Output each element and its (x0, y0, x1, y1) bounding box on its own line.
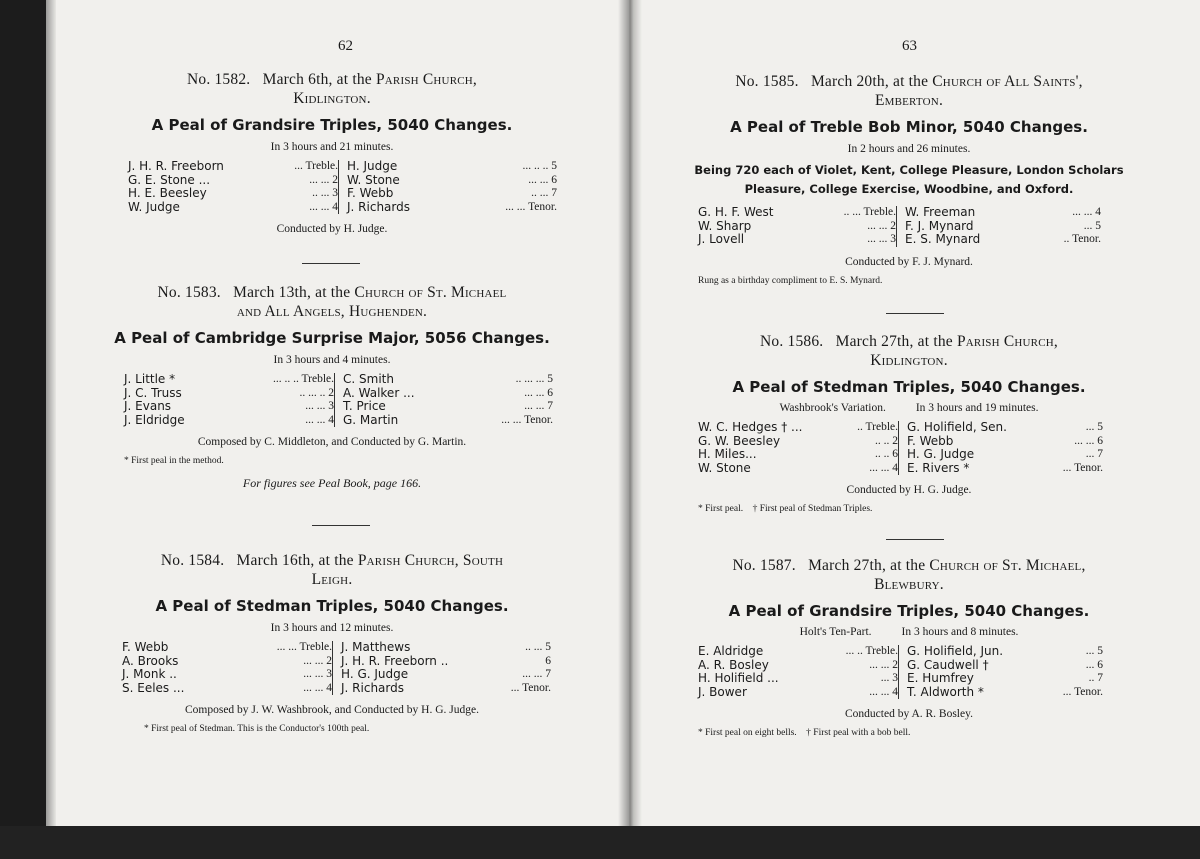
footnote: Rung as a birthday compliment to E. S. Mynard. (698, 275, 883, 286)
entry-number: No. 1582. (186, 71, 251, 88)
peal-variation: Holt's Ten-Part. In 3 hours and 8 minutes. (799, 626, 1019, 638)
peal-entry-1584 (46, 551, 624, 734)
entry-heading (46, 551, 624, 589)
ringer-row: J. Monk .. ... ... 3 (122, 667, 332, 682)
ringer-row: J. Matthews .. ... 5 (341, 640, 551, 654)
ringer-row: J. Evans ... ... 3 (124, 399, 334, 414)
entry-heading (46, 283, 624, 321)
ringer-row: G. Holifield, Jun. ... 5 (907, 644, 1103, 658)
peal-entry-1585 (630, 72, 1194, 286)
ringer-row: J. Richards ... ... Tenor. (347, 199, 557, 214)
entry-church: Church of St. Michael, (929, 557, 1086, 574)
peal-duration: In 3 hours and 21 minutes. (270, 141, 394, 153)
ringer-row: H. G. Judge ... ... 7 (341, 667, 551, 682)
ringer-row: F. Webb .. ... 7 (347, 186, 557, 201)
ringer-row: G. H. F. West .. ... Treble. (698, 205, 896, 219)
ringer-row: W. Stone ... ... 6 (347, 172, 557, 187)
peal-variation: Washbrook's Variation. In 3 hours and 19 minutes. (779, 402, 1039, 414)
peal-entry-1586 (630, 332, 1194, 514)
ringers-table (698, 645, 1194, 699)
ringer-row: F. J. Mynard ... 5 (905, 218, 1101, 233)
entry-church: Church of All Saints', (932, 73, 1083, 90)
peal-entry-1583 (46, 283, 624, 491)
ringer-row: E. Rivers * ... Tenor. (907, 460, 1103, 475)
ringer-row: J. Eldridge ... ... 4 (124, 412, 334, 427)
entry-heading (46, 70, 624, 108)
entry-heading (630, 556, 1194, 594)
ringer-row: J. Richards ... Tenor. (341, 680, 551, 695)
entry-number: No. 1584. (160, 552, 225, 569)
conducted-by: Conducted by H. G. Judge. (846, 484, 972, 497)
entry-place: Kidlington. (293, 90, 371, 107)
conducted-by: Composed by J. W. Washbrook, and Conducted by H. G. Judge. (184, 704, 479, 717)
ringers-left-column (698, 206, 896, 247)
entry-heading (630, 332, 1194, 370)
ringer-row: H. Holifield ... ... 3 (698, 671, 898, 686)
ringer-row: W. C. Hedges † ... .. Treble. (698, 420, 898, 434)
conducted-by: Conducted by F. J. Mynard. (845, 255, 973, 268)
ringer-row: W. Sharp ... ... 2 (698, 218, 896, 233)
entry-date: March 16th, at the (236, 552, 354, 569)
footnote: * First peal. † First peal of Stedman Triples. (698, 504, 873, 515)
methods-note: Being 720 each of Violet, Kent, College Pleasure, London Scholars Pleasure, College Exercise, Woodbine, and Oxford. (694, 163, 1124, 196)
peal-title: A Peal of Grandsire Triples, 5040 Changes. (728, 602, 1090, 620)
ringer-row: W. Stone ... ... 4 (698, 460, 898, 475)
ringer-row: E. Humfrey .. 7 (907, 671, 1103, 686)
separator-rule (886, 539, 944, 540)
ringer-row: E. S. Mynard .. Tenor. (905, 232, 1101, 247)
entry-place: Leigh. (311, 571, 353, 588)
ringer-row: W. Freeman ... ... 4 (905, 205, 1101, 219)
ringer-row: A. Brooks ... ... 2 (122, 653, 332, 668)
entry-date: March 20th, at the (810, 73, 929, 90)
ringers-left-column (698, 645, 898, 699)
ringer-row: J. H. R. Freeborn .. 6 (341, 653, 551, 668)
conducted-by: Conducted by A. R. Bosley. (845, 708, 973, 721)
ringer-row: F. Webb ... ... Treble. (122, 640, 332, 654)
ringer-row: E. Aldridge ... .. Treble. (698, 644, 898, 658)
ringer-row: J. Little * ... .. .. Treble. (124, 372, 334, 386)
entry-place: and All Angels, Hughenden. (236, 303, 428, 320)
ringer-row: T. Aldworth * ... Tenor. (907, 684, 1103, 699)
separator-rule (886, 313, 944, 314)
ringer-row: H. Miles... .. .. 6 (698, 447, 898, 462)
entry-church: Parish Church, (375, 71, 477, 88)
entry-date: March 27th, at the (835, 333, 953, 350)
figures-note: For figures see Peal Book, page 166. (242, 476, 422, 491)
ringers-left-column (124, 373, 334, 427)
peal-duration: In 3 hours and 12 minutes. (270, 622, 394, 634)
entry-number: No. 1583. (157, 284, 221, 301)
ringer-row: J. Bower ... ... 4 (698, 684, 898, 699)
ringers-table (128, 160, 624, 214)
ringers-table (698, 206, 1194, 247)
ringer-row: J. Lovell ... ... 3 (698, 232, 896, 247)
conducted-by: Conducted by H. Judge. (276, 223, 388, 236)
peal-title: A Peal of Cambridge Surprise Major, 5056 Changes. (114, 329, 550, 347)
ringer-row: A. Walker ... ... ... 6 (343, 385, 553, 400)
ringers-right-column (896, 206, 1101, 247)
ringer-row: H. Judge ... .. .. 5 (347, 159, 557, 173)
peal-title: A Peal of Grandsire Triples, 5040 Changes. (151, 116, 513, 134)
ringers-right-column (898, 421, 1103, 475)
ringer-row: A. R. Bosley ... ... 2 (698, 657, 898, 672)
entry-number: No. 1587. (732, 557, 796, 574)
entry-date: March 13th, at the (233, 284, 351, 301)
entry-number: No. 1586. (760, 333, 824, 350)
ringers-left-column (128, 160, 338, 214)
entry-number: No. 1585. (735, 73, 799, 90)
ringer-row: G. Martin ... ... Tenor. (343, 412, 553, 427)
peal-duration: In 2 hours and 26 minutes. (847, 143, 971, 155)
ringer-row: G. Holifield, Sen. ... 5 (907, 420, 1103, 434)
ringers-table (698, 421, 1194, 475)
entry-church: Church of St. Michael (354, 284, 507, 301)
ringer-row: J. H. R. Freeborn ... Treble. (128, 159, 338, 173)
entry-date: March 6th, at the (262, 71, 372, 88)
footnote: * First peal in the method. (124, 456, 224, 467)
entry-church: Parish Church, South (357, 552, 504, 569)
ringers-right-column (332, 641, 551, 695)
ringers-table (122, 641, 624, 695)
ringer-row: C. Smith .. ... ... 5 (343, 372, 553, 386)
ringers-right-column (338, 160, 557, 214)
book-bottom-edge (0, 826, 1200, 859)
peal-title: A Peal of Stedman Triples, 5040 Changes. (732, 378, 1086, 396)
entry-place: Kidlington. (870, 352, 948, 369)
ringer-row: H. E. Beesley .. ... 3 (128, 186, 338, 201)
entry-church: Parish Church, (956, 333, 1058, 350)
ringers-left-column (122, 641, 332, 695)
ringer-row: G. E. Stone ... ... ... 2 (128, 172, 338, 187)
book-gutter (618, 0, 642, 826)
peal-entry-1582 (46, 70, 624, 235)
entry-heading (630, 72, 1194, 110)
page-number-left: 62 (338, 38, 353, 54)
entry-date: March 27th, at the (808, 557, 926, 574)
ringer-row: S. Eeles ... ... ... 4 (122, 680, 332, 695)
ringer-row: G. W. Beesley .. .. 2 (698, 433, 898, 448)
footnote: * First peal on eight bells. † First peal with a bob bell. (698, 728, 911, 739)
right-page (630, 0, 1200, 826)
ringer-row: T. Price ... ... 7 (343, 399, 553, 414)
separator-rule (302, 263, 360, 264)
ringers-left-column (698, 421, 898, 475)
separator-rule (312, 525, 370, 526)
ringer-row: G. Caudwell † ... 6 (907, 657, 1103, 672)
page-number-right: 63 (902, 38, 917, 54)
ringer-row: J. C. Truss .. ... .. 2 (124, 385, 334, 400)
ringer-row: H. G. Judge ... 7 (907, 447, 1103, 462)
conducted-by: Composed by C. Middleton, and Conducted by G. Martin. (197, 436, 467, 449)
ringer-row: W. Judge ... ... 4 (128, 199, 338, 214)
peal-entry-1587 (630, 556, 1194, 738)
ringers-right-column (334, 373, 553, 427)
ringer-row: F. Webb ... ... 6 (907, 433, 1103, 448)
peal-title: A Peal of Treble Bob Minor, 5040 Changes. (730, 118, 1088, 136)
ringers-table (124, 373, 624, 427)
left-page (46, 0, 630, 826)
entry-place: Emberton. (874, 92, 944, 109)
ringers-right-column (898, 645, 1103, 699)
peal-duration: In 3 hours and 4 minutes. (273, 354, 391, 366)
peal-title: A Peal of Stedman Triples, 5040 Changes. (155, 597, 509, 615)
entry-place: Blewbury. (874, 576, 944, 593)
footnote: * First peal of Stedman. This is the Conductor's 100th peal. (144, 724, 370, 735)
